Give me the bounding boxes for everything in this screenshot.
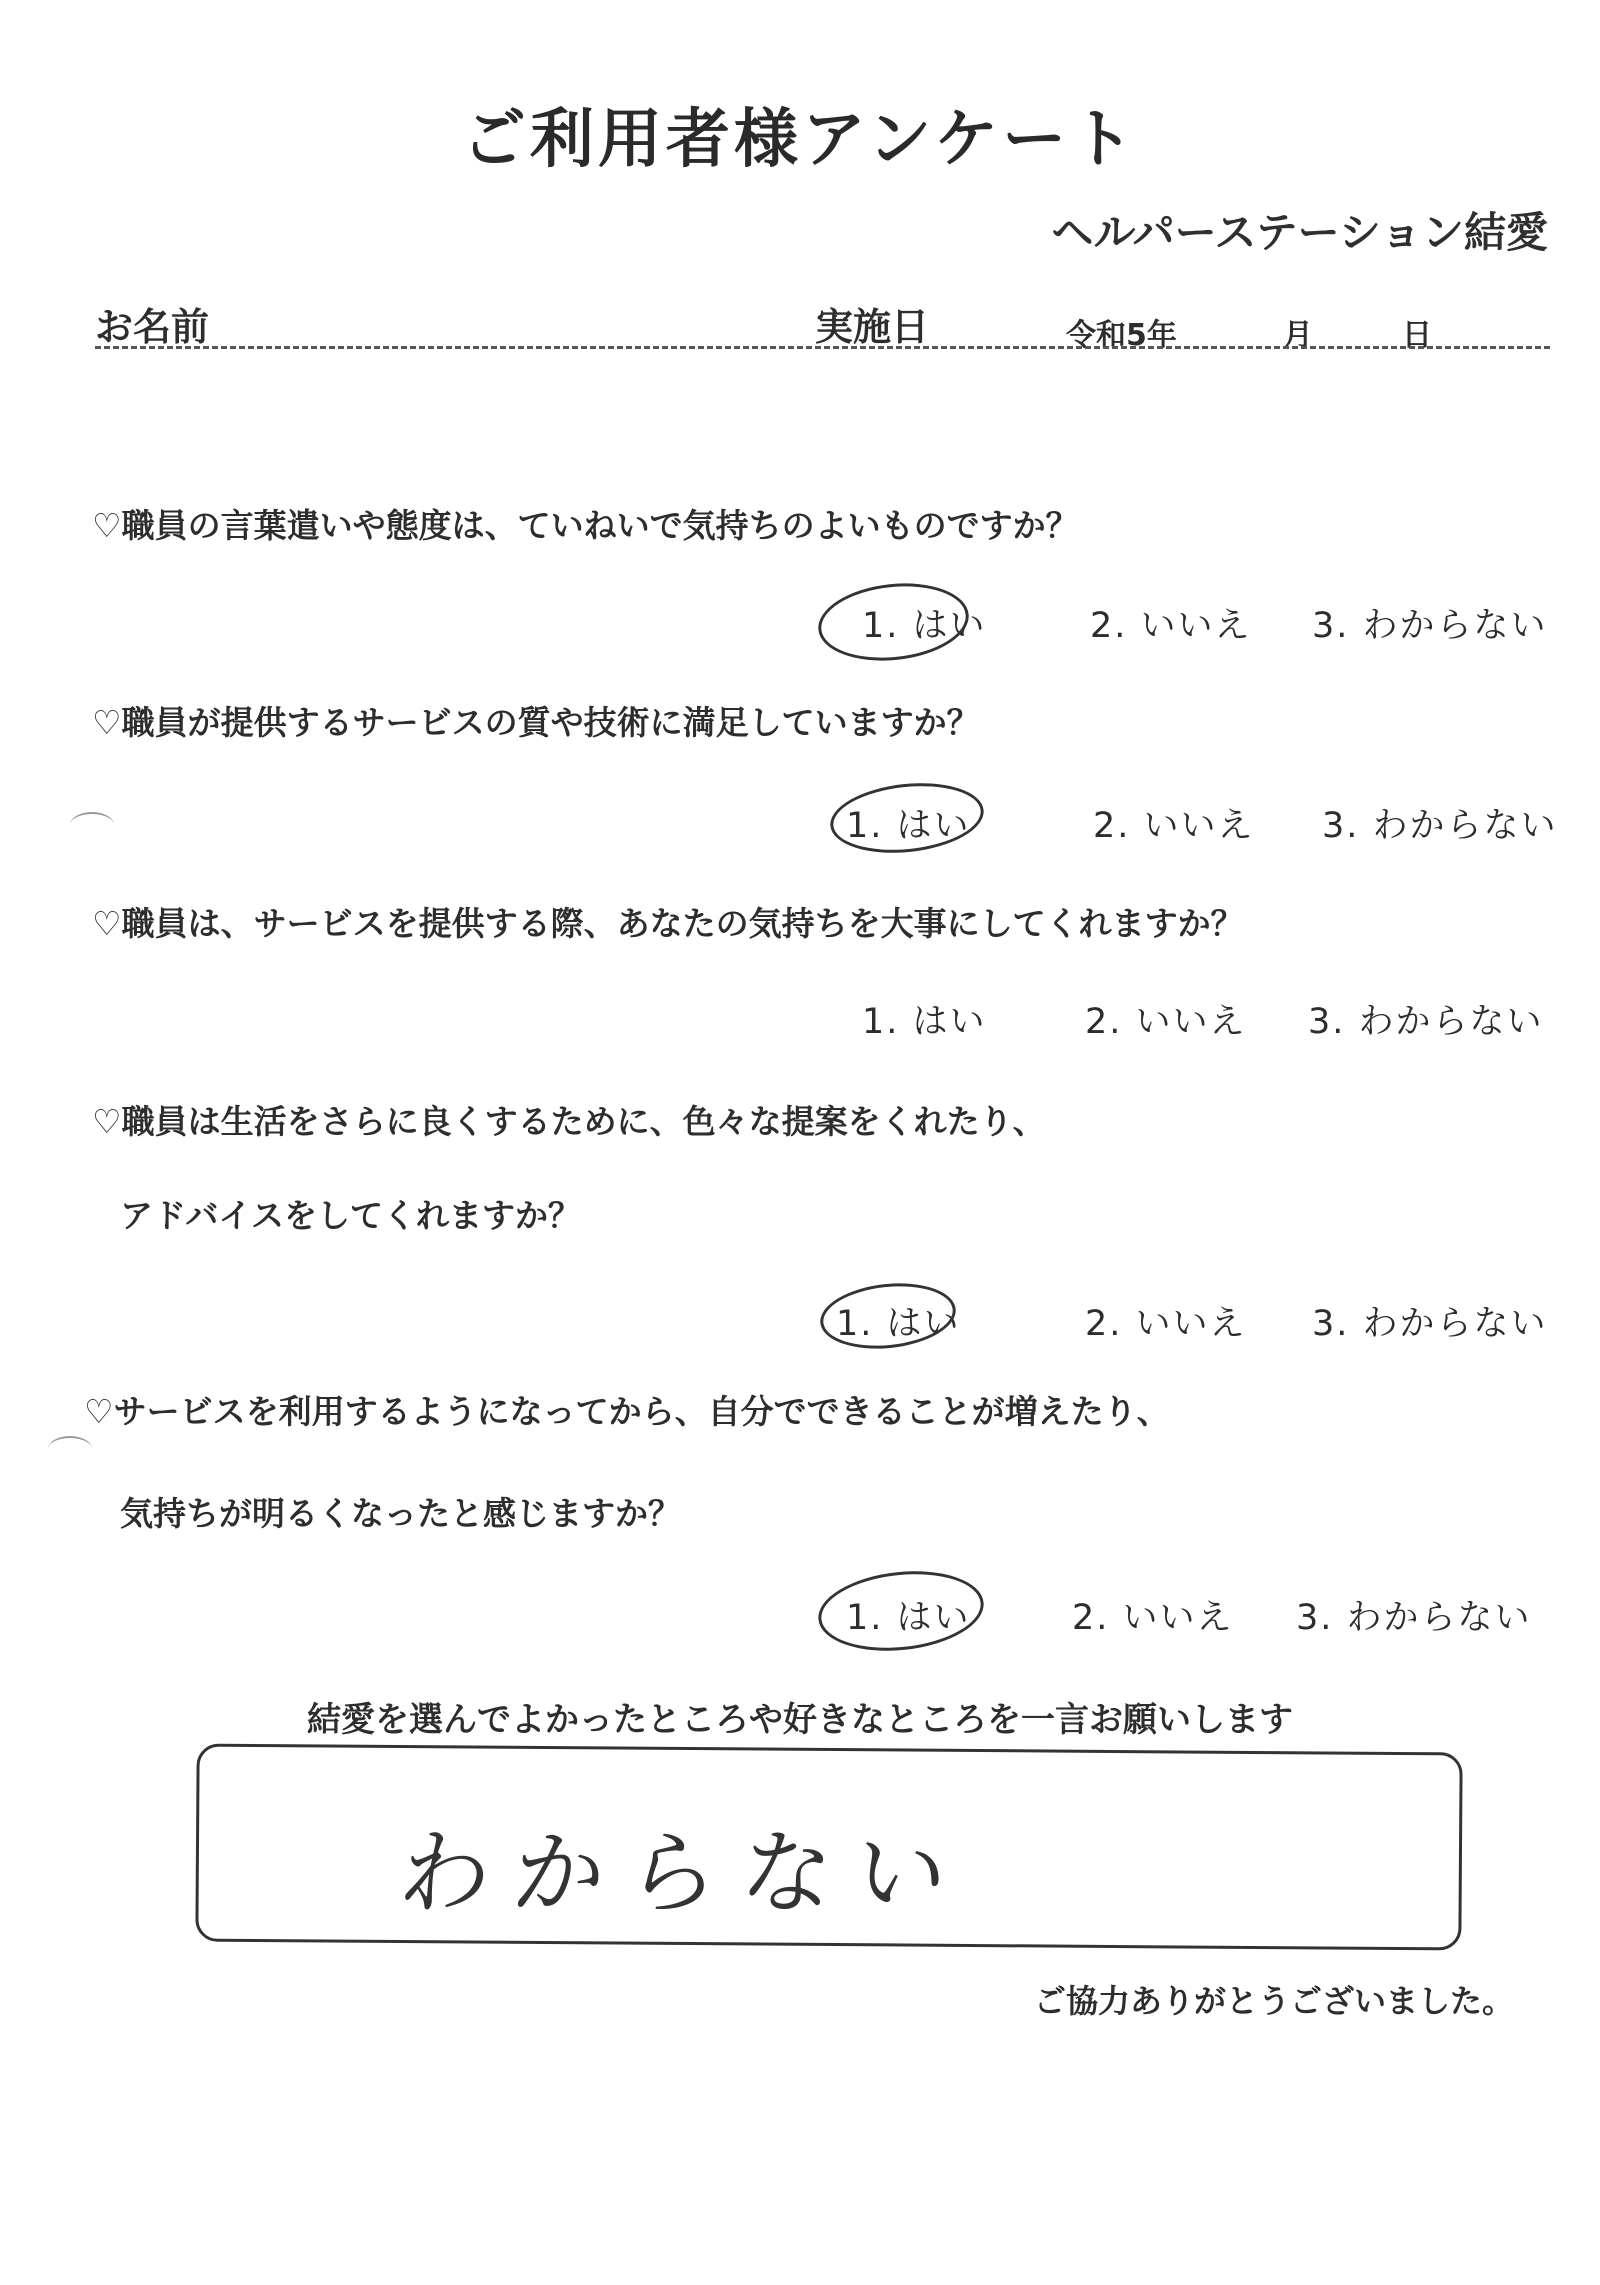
month-label: 月 bbox=[1283, 318, 1313, 353]
page-title: ご利用者様アンケート bbox=[461, 103, 1139, 177]
q3-option-yes[interactable]: 1. はい bbox=[862, 1002, 987, 1042]
question-5: ♡サービスを利用するようになってから、自分でできることが増えたり、 bbox=[84, 1392, 1170, 1431]
question-4: ♡職員は生活をさらに良くするために、色々な提案をくれたり、 bbox=[92, 1102, 1046, 1141]
q4-option-no[interactable]: 2. いいえ bbox=[1085, 1304, 1247, 1344]
q5-option-yes[interactable]: 1. はい bbox=[846, 1598, 971, 1638]
q4-option-yes[interactable]: 1. はい bbox=[836, 1304, 961, 1344]
thanks-message: ご協力ありがとうございました。 bbox=[1033, 1982, 1514, 2020]
q3-option-unknown[interactable]: 3. わからない bbox=[1308, 1002, 1544, 1042]
question-1: ♡職員の言葉遣いや態度は、ていねいで気持ちのよいものですか？ bbox=[92, 506, 1079, 545]
q1-option-unknown[interactable]: 3. わからない bbox=[1312, 606, 1548, 646]
handwritten-comment: わからない bbox=[393, 1820, 975, 1927]
question-4-continuation: アドバイスをしてくれますか？ bbox=[120, 1196, 582, 1235]
q2-option-no[interactable]: 2. いいえ bbox=[1093, 806, 1255, 846]
q1-option-yes[interactable]: 1. はい bbox=[862, 606, 987, 646]
organization-name: ヘルパーステーション結愛 bbox=[1051, 208, 1548, 257]
punch-hole-mark bbox=[48, 1436, 92, 1462]
q2-option-unknown[interactable]: 3. わからない bbox=[1322, 806, 1558, 846]
comment-prompt: 結愛を選んでよかったところや好きなところを一言お願いします bbox=[307, 1700, 1293, 1740]
q5-answer-circle bbox=[814, 1564, 987, 1659]
era-year: 令和5年 bbox=[1066, 318, 1177, 353]
q2-option-yes[interactable]: 1. はい bbox=[846, 806, 971, 846]
question-5-continuation: 気持ちが明るくなったと感じますか？ bbox=[120, 1494, 681, 1533]
q4-option-unknown[interactable]: 3. わからない bbox=[1312, 1304, 1548, 1344]
q3-option-no[interactable]: 2. いいえ bbox=[1085, 1002, 1247, 1042]
question-3: ♡職員は、サービスを提供する際、あなたの気持ちを大事にしてくれますか？ bbox=[92, 904, 1244, 943]
punch-hole-mark bbox=[70, 812, 114, 838]
day-label: 日 bbox=[1402, 318, 1432, 353]
question-2: ♡職員が提供するサービスの質や技術に満足していますか？ bbox=[92, 703, 980, 742]
entry-divider bbox=[95, 346, 1550, 349]
date-label: 実施日 bbox=[815, 305, 930, 349]
q1-option-no[interactable]: 2. いいえ bbox=[1090, 606, 1252, 646]
q5-option-no[interactable]: 2. いいえ bbox=[1072, 1598, 1234, 1638]
name-label: お名前 bbox=[95, 305, 210, 349]
q1-answer-circle bbox=[814, 576, 972, 667]
q5-option-unknown[interactable]: 3. わからない bbox=[1296, 1598, 1532, 1638]
